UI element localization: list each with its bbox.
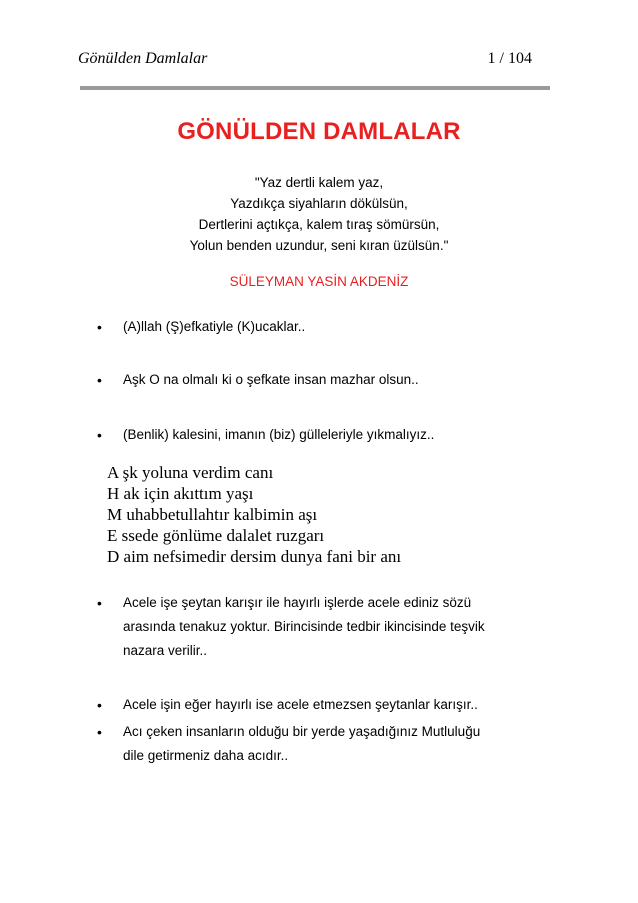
document-title: GÖNÜLDEN DAMLALAR bbox=[177, 118, 461, 145]
paragraph-line: Acele işin eğer hayırlı ise acele etmezsen şeytanlar karışır.. bbox=[123, 697, 478, 712]
paragraph-line: Acı çeken insanların olduğu bir yerde yaşadığınız Mutluluğu bbox=[123, 724, 481, 739]
acrostic-line: A şk yoluna verdim canı bbox=[107, 463, 274, 482]
paragraph-item bbox=[123, 693, 478, 717]
acrostic-line: M uhabbetullahtır kalbimin aşı bbox=[107, 505, 318, 524]
list-item-text: (A)llah (Ş)efkatiyle (K)ucaklar.. bbox=[123, 319, 306, 334]
bullet-icon: • bbox=[97, 724, 102, 740]
running-header-title: Gönülden Damlalar bbox=[78, 50, 208, 67]
poem-line: Yolun benden uzundur, seni kıran üzülsün." bbox=[189, 238, 449, 253]
bullet-icon: • bbox=[97, 427, 102, 443]
poem-line: Yazdıkça siyahların dökülsün, bbox=[230, 196, 408, 211]
paragraph-line: dile getirmeniz daha acıdır.. bbox=[123, 748, 289, 763]
acrostic-line: D aim nefsimedir dersim dunya fani bir anı bbox=[107, 547, 402, 566]
acrostic-line: E ssede gönlüme dalalet ruzgarı bbox=[107, 526, 325, 545]
paragraph-item bbox=[123, 591, 485, 663]
list-item-text: Aşk O na olmalı ki o şefkate insan mazhar olsun.. bbox=[123, 372, 419, 387]
poem-block bbox=[0, 172, 638, 256]
bullet-icon: • bbox=[97, 319, 102, 335]
poem-line: "Yaz dertli kalem yaz, bbox=[254, 175, 384, 190]
acrostic-line: H ak için akıttım yaşı bbox=[107, 484, 254, 503]
paragraph-line: Acele işe şeytan karışır ile hayırlı işlerde acele ediniz sözü bbox=[123, 595, 472, 610]
author-name: SÜLEYMAN YASİN AKDENİZ bbox=[229, 274, 409, 289]
poem-line: Dertlerini açtıkça, kalem tıraş sömürsün, bbox=[198, 217, 440, 232]
list-item-text: (Benlik) kalesini, imanın (biz) gülleleriyle yıkmalıyız.. bbox=[123, 427, 435, 442]
acrostic-poem bbox=[107, 462, 401, 567]
paragraph-line: arasında tenakuz yoktur. Birincisinde tedbir ikincisinde teşvik bbox=[123, 619, 485, 634]
bullet-icon: • bbox=[97, 697, 102, 713]
bullet-icon: • bbox=[97, 372, 102, 388]
header-divider bbox=[80, 86, 550, 90]
page-number: 1 / 104 bbox=[487, 50, 532, 67]
paragraph-line: nazara verilir.. bbox=[123, 643, 208, 658]
paragraph-item bbox=[123, 720, 480, 768]
bullet-icon: • bbox=[97, 595, 102, 611]
